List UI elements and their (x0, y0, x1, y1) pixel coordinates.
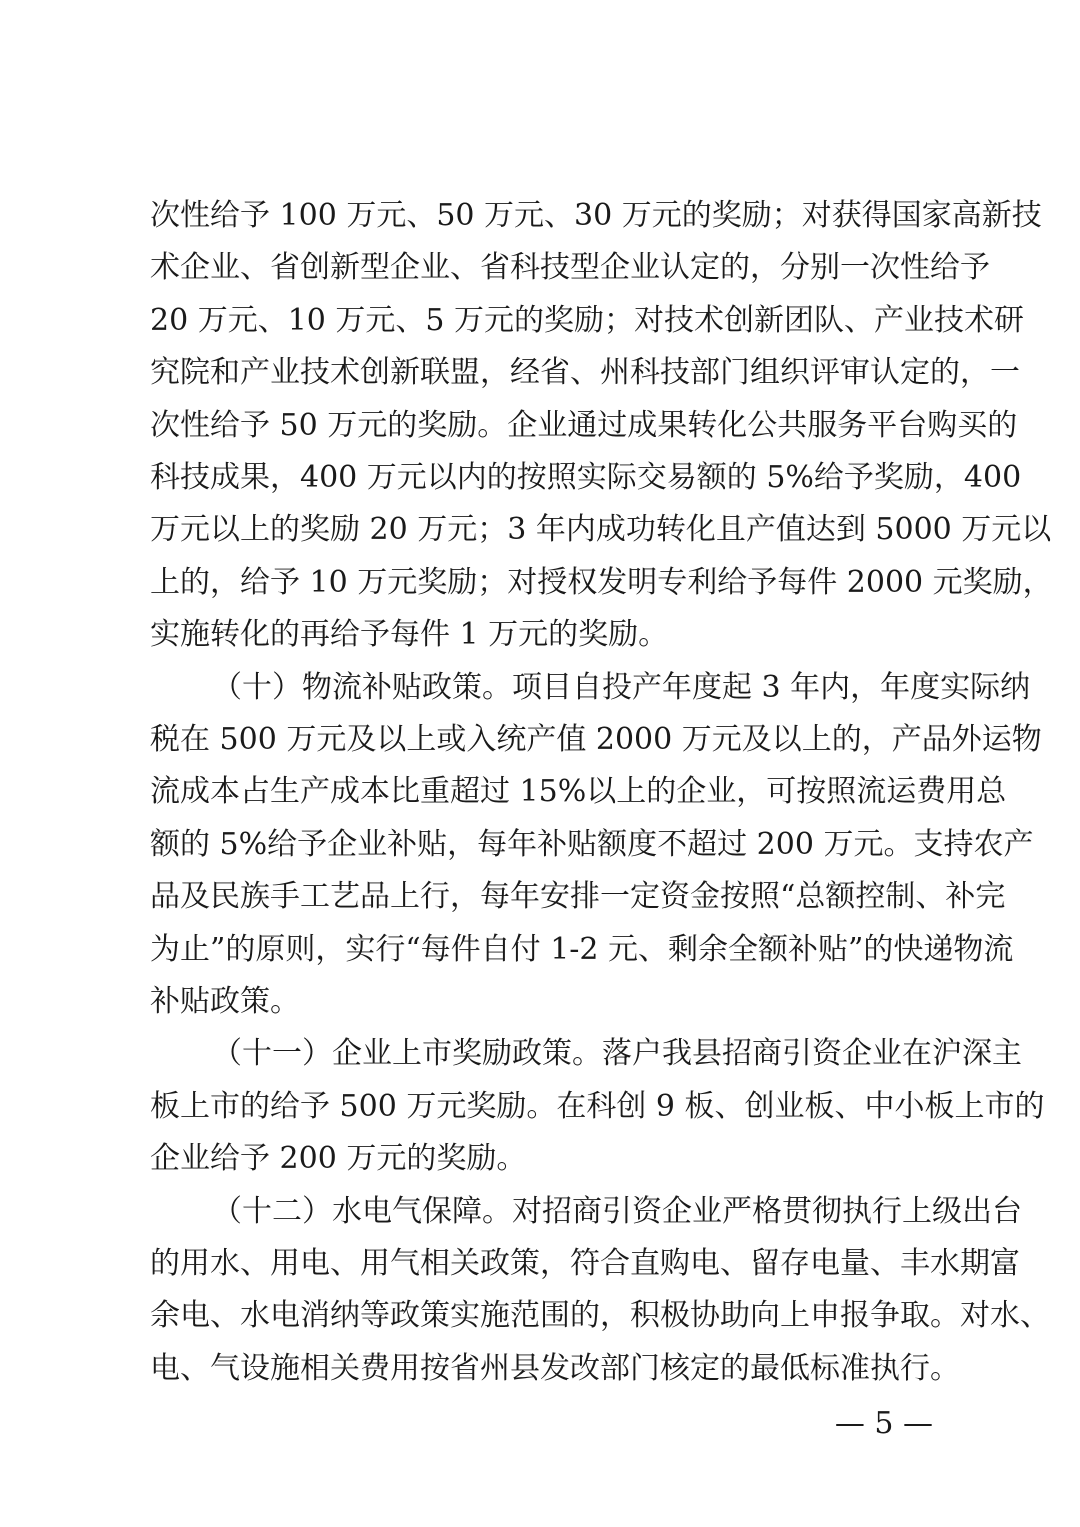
text-line: 余电、水电消纳等政策实施范围的，积极协助向上申报争取。对水、 (150, 1298, 1050, 1333)
text-line: 品及民族手工艺品上行，每年安排一定资金按照“总额控制、补完 (150, 879, 1006, 914)
paragraph-heading-line: （十二）水电气保障。对招商引资企业严格贯彻执行上级出台 (212, 1194, 1022, 1229)
text-line: 补贴政策。 (150, 984, 300, 1019)
text-line: 额的 5%给予企业补贴，每年补贴额度不超过 200 万元。支持农产 (150, 827, 1034, 862)
text-line: 税在 500 万元及以上或入统产值 2000 万元及以上的，产品外运物 (150, 722, 1042, 757)
text-line: 上的，给予 10 万元奖励；对授权发明专利给予每件 2000 元奖励， (150, 565, 1053, 600)
text-line: 次性给予 100 万元、50 万元、30 万元的奖励；对获得国家高新技 (150, 198, 1042, 233)
text-line: 科技成果，400 万元以内的按照实际交易额的 5%给予奖励，400 (150, 460, 1022, 495)
text-line: 20 万元、10 万元、5 万元的奖励；对技术创新团队、产业技术研 (150, 303, 1025, 338)
text-line: 究院和产业技术创新联盟，经省、州科技部门组织评审认定的，一 (150, 355, 1020, 390)
text-line: 次性给予 50 万元的奖励。企业通过成果转化公共服务平台购买的 (150, 408, 1018, 443)
text-line: 的用水、用电、用气相关政策，符合直购电、留存电量、丰水期富 (150, 1246, 1020, 1281)
text-line: 为止”的原则，实行“每件自付 1-2 元、剩余全额补贴”的快递物流 (150, 932, 1014, 967)
text-line: 术企业、省创新型企业、省科技型企业认定的，分别一次性给予 (150, 250, 990, 285)
text-line: 万元以上的奖励 20 万元；3 年内成功转化且产值达到 5000 万元以 (150, 512, 1052, 547)
paragraph-heading-line: （十一）企业上市奖励政策。落户我县招商引资企业在沪深主 (212, 1036, 1022, 1071)
text-line: 电、气设施相关费用按省州县发改部门核定的最低标准执行。 (150, 1351, 960, 1386)
paragraph-heading-line: （十）物流补贴政策。项目自投产年度起 3 年内，年度实际纳 (212, 670, 1031, 705)
text-line: 企业给予 200 万元的奖励。 (150, 1141, 527, 1176)
text-line: 流成本占生产成本比重超过 15%以上的企业，可按照流运费用总 (150, 774, 1007, 809)
page-number: — 5 — (834, 1406, 933, 1441)
text-line: 实施转化的再给予每件 1 万元的奖励。 (150, 617, 669, 652)
text-line: 板上市的给予 500 万元奖励。在科创 9 板、创业板、中小板上市的 (150, 1089, 1045, 1124)
